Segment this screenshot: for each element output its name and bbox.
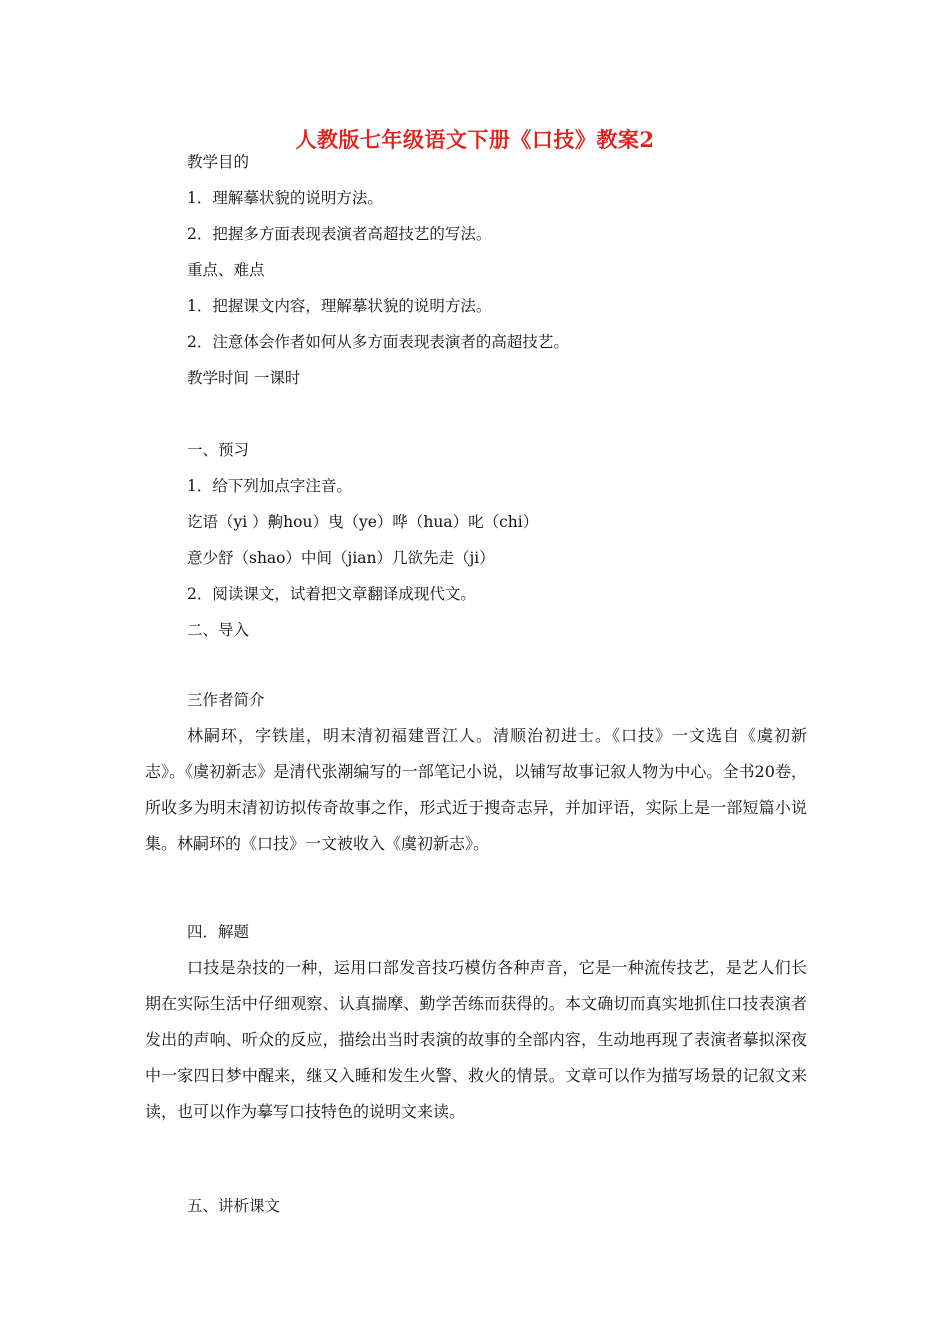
analysis-paragraph: 口技是杂技的一种，运用口部发音技巧模仿各种声音，它是一种流传技艺，是艺人们长期在实际生活中仔细观察、认真揣摩、勤学苦练而获得的。本文确切而真实地抓住口技表演者发出的声响、听众的反应，描绘出当时表演的故事的全部内容，生动地再现了表演者摹拟深夜中一家四日梦中醒来，继又入睡和发生火警、救火的情景。文章可以作为描写场景的记叙文来读，也可以作为摹写口技特色的说明文来读。: [145, 958, 807, 1121]
teaching-time: 教学时间 一课时: [187, 369, 301, 387]
author-paragraph: 林嗣环，字铁崖，明末清初福建晋江人。清顺治初进士。《口技》一文选自《虞初新志》。《虞初新志》是清代张潮编写的一部笔记小说，以铺写故事记叙人物为中心。全书20卷，所收多为明末清初访拟传奇故事之作，形式近于搜奇志异，并加评语，实际上是一部短篇小说集。林嗣环的《口技》一文被收入《虞初新志》。: [145, 726, 807, 853]
analysis-heading: 四．解题: [187, 923, 250, 941]
author-heading: 三作者简介: [187, 691, 265, 709]
key-point-item-2: 2．注意体会作者如何从多方面表现表演者的高超技艺。: [187, 333, 569, 351]
preview-item-3: 意少舒（shao）中间（jian）几欲先走（ji）: [187, 549, 495, 567]
intro-heading: 二、导入: [187, 621, 250, 639]
preview-item-4: 2．阅读课文，试着把文章翻译成现代文。: [187, 585, 476, 603]
goal-item-1: 1．理解摹状貌的说明方法。: [187, 189, 383, 207]
goal-item-2: 2．把握多方面表现表演者高超技艺的写法。: [187, 225, 492, 243]
document-title: 人教版七年级语文下册《口技》教案2: [295, 127, 655, 152]
key-points-heading: 重点、难点: [187, 261, 265, 279]
lecture-heading: 五、讲析课文: [187, 1197, 281, 1215]
preview-item-1: 1．给下列加点字注音。: [187, 477, 352, 495]
preview-item-2: 讫语（yi ）齁hou）曳（ye）哗（hua）叱（chi）: [187, 513, 539, 531]
key-point-item-1: 1．把握课文内容，理解摹状貌的说明方法。: [187, 297, 492, 315]
preview-heading: 一、预习: [187, 441, 250, 459]
goals-heading: 教学目的: [187, 153, 250, 171]
